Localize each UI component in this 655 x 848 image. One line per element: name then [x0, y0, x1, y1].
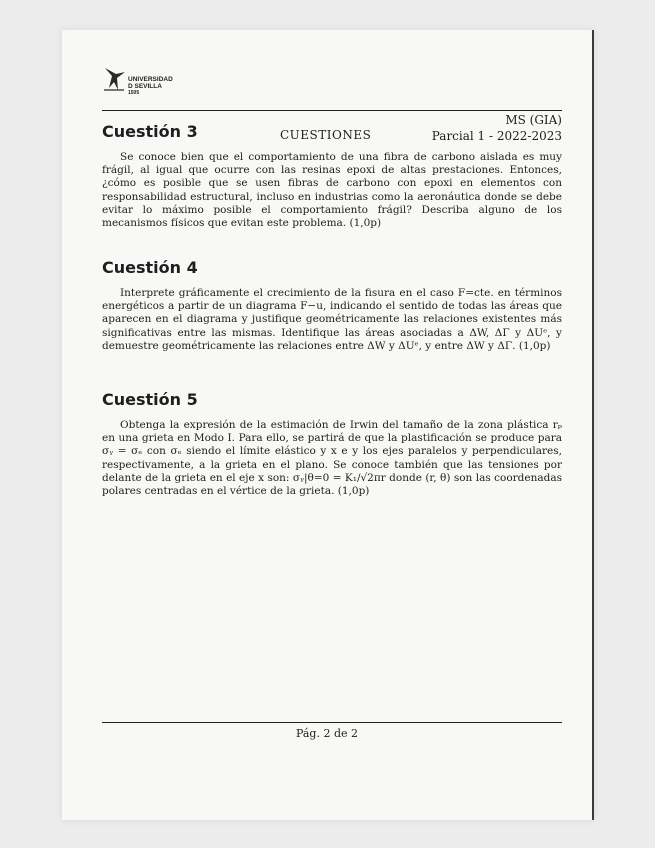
question-text: Interprete gráficamente el crecimiento de la fisura en el caso F=cte. en términos energéticos a partir de un diagrama F−u, indicando el sentido de todas las áreas que aparecen en el diagrama y justifique geométricamente las relaciones existentes más significativas entre las mismas. Identifique las áreas asociadas a ΔW, ΔΓ y ΔUᵉ, y demuestre geométricamente las relaciones entre ΔW y ΔUᵉ, y entre ΔW y ΔΓ. (1,0p): [102, 287, 562, 352]
page-number: Pág. 2 de 2: [295, 727, 359, 740]
exam-page: [62, 30, 594, 820]
university-logo: [102, 64, 192, 104]
question-title: Cuestión 4: [102, 258, 198, 277]
question-5: [102, 390, 562, 498]
question-3: [102, 122, 562, 230]
question-title: Cuestión 5: [102, 390, 198, 409]
footer-rule: [102, 722, 562, 723]
question-text: Obtenga la expresión de la estimación de Irwin del tamaño de la zona plástica rₚ en una grieta en Modo I. Para ello, se partirá de que la plastificación se produce para σᵧ = σₑ con σₑ siendo el límite elástico y x e y los ejes paralelos y perpendiculares, respectivamente, a la grieta en el plano. Se conoce también que las tensiones por delante de la grieta en el eje x son: σᵧ|θ=0 = K₁/√2πr donde (r, θ) son las coordenadas polares centradas en el vértice de la grieta. (1,0p): [102, 419, 562, 498]
university-crest-icon: [102, 64, 128, 94]
question-4: [102, 258, 562, 353]
university-name: UNIVERSIDAD D SEVILLA 1505: [128, 76, 173, 96]
section-title: CUESTIONES: [280, 128, 372, 142]
course-code: MS (GIA): [505, 113, 562, 127]
question-text: Se conoce bien que el comportamiento de una fibra de carbono aislada es muy frágil, al igual que ocurre con las resinas epoxi de altas prestaciones. Entonces, ¿cómo es posible que se usen fibras de carbono con epoxi en elementos con responsabilidad estructural, incluso en industrias como la aeronáutica donde se debe evitar lo máximo posible el comportamiento frágil? Describa alguno de los mecanismos físicos que evitan este problema. (1,0p): [102, 151, 562, 230]
header-rule: [102, 110, 562, 111]
exam-label: Parcial 1 - 2022-2023: [431, 129, 562, 143]
question-title: Cuestión 3: [102, 122, 198, 141]
